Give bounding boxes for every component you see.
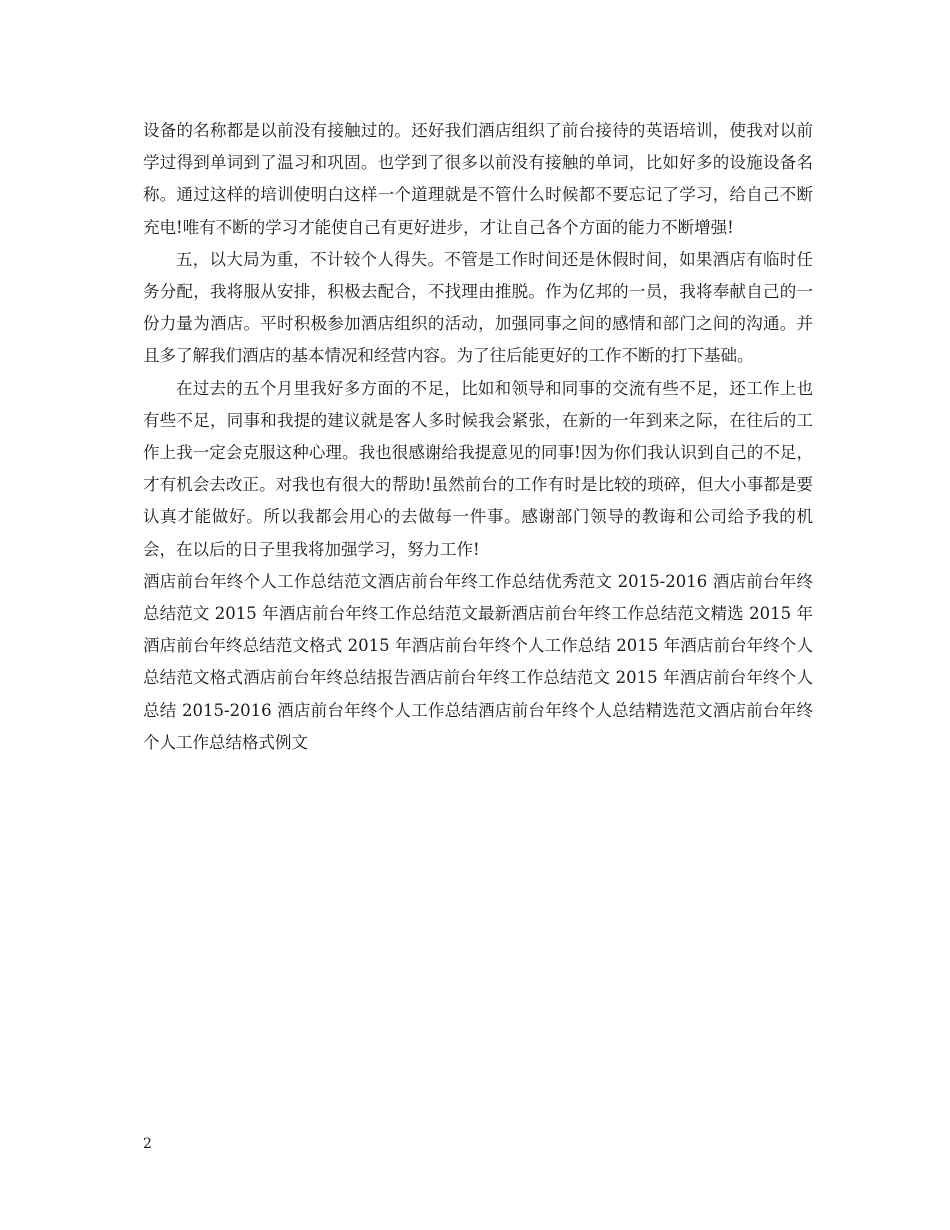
paragraph-reflection: 在过去的五个月里我好多方面的不足，比如和领导和同事的交流有些不足，还工作上也有些不足，同事和我提的建议就是客人多时候我会紧张，在新的一年到来之际，在往后的工作上我一定会克服这种心理。我也很感谢给我提意见的同事!因为你们我认识到自己的不足，才有机会去改正。对我也有很大的帮助!虽然前台的工作有时是比较的琐碎，但大小事都是要认真才能做好。所以我都会用心的去做每一件事。感谢部门领导的教诲和公司给予我的机会，在以后的日子里我将加强学习，努力工作! xyxy=(143,378,813,559)
document-body xyxy=(143,115,813,759)
paragraph-point-five: 五，以大局为重，不计较个人得失。不管是工作时间还是休假时间，如果酒店有临时任务分配，我将服从安排，积极去配合，不找理由推脱。作为亿邦的一员，我将奉献自己的一份力量为酒店。平时积极参加酒店组织的活动，加强同事之间的感情和部门之间的沟通。并且多了解我们酒店的基本情况和经营内容。为了往后能更好的工作不断的打下基础。 xyxy=(143,249,813,366)
paragraph-equipment-training: 设备的名称都是以前没有接触过的。还好我们酒店组织了前台接待的英语培训，使我对以前学过得到单词到了温习和巩固。也学到了很多以前没有接触的单词，比如好多的设施设备名称。通过这样的培训使明白这样一个道理就是不管什么时候都不要忘记了学习，给自己不断充电!唯有不断的学习才能使自己有更好进步，才让自己各个方面的能力不断增强! xyxy=(143,121,813,237)
page-number: 2 xyxy=(143,1136,152,1152)
paragraph-related-titles: 酒店前台年终个人工作总结范文酒店前台年终工作总结优秀范文 2015-2016 酒店前台年终总结范文 2015 年酒店前台年终工作总结范文最新酒店前台年终工作总结范文精选 2015 年酒店前台年终总结范文格式 2015 年酒店前台年终个人工作总结 2015 年酒店前台年终个人总结范文格式酒店前台年终总结报告酒店前台年终工作总结范文 2015 年酒店前台年终个人总结 2015-2016 酒店前台年终个人工作总结酒店前台年终个人总结精选范文酒店前台年终个人工作总结格式例文 xyxy=(143,571,813,752)
